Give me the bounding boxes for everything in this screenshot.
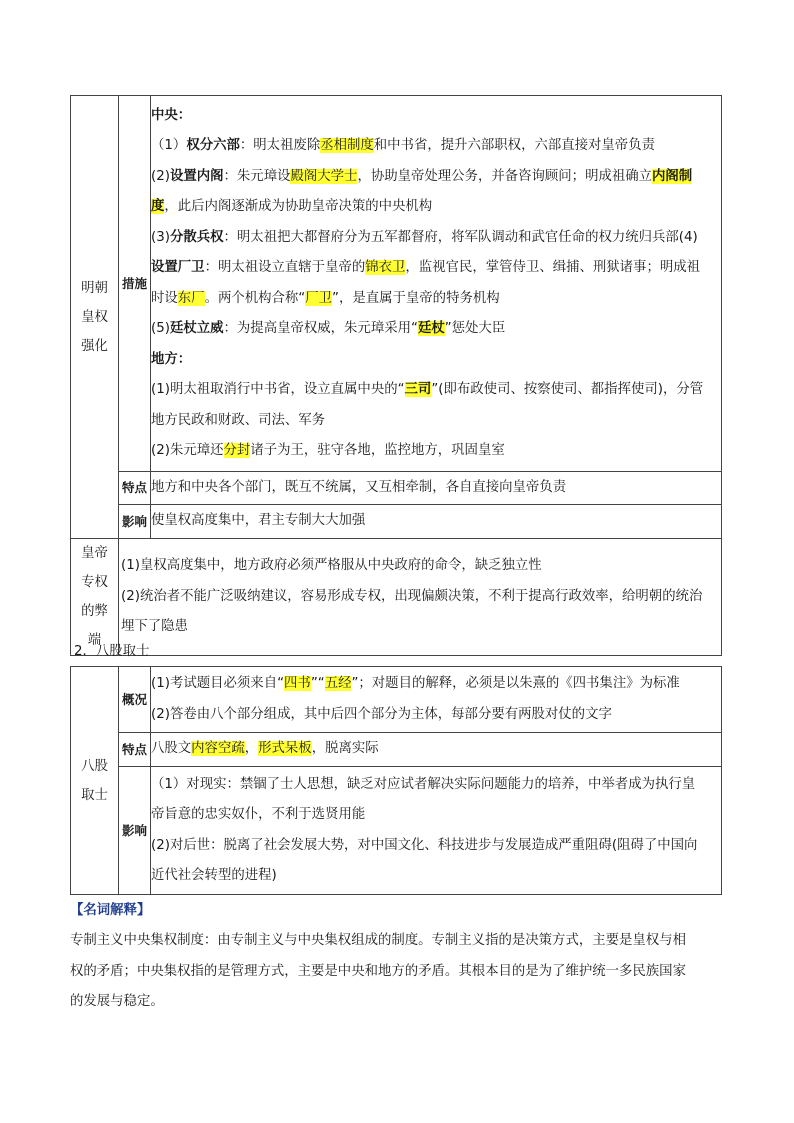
highlight-sansi: 三司 [404, 382, 432, 397]
highlight-jinyiwei: 锦衣卫 [365, 260, 406, 275]
highlight-grand-secretary: 殿阁大学士 [290, 168, 358, 184]
term-explanation [70, 900, 730, 1018]
topic2-label: 八股取士 [81, 758, 108, 803]
impact2-row [71, 767, 722, 895]
features2-label: 特点 [119, 733, 151, 767]
impact-text: 使皇权高度集中，君主专制大大加强 [151, 513, 366, 529]
drawback-line-2: (2)统治者不能广泛吸纳建议，容易形成专权，出现偏颇决策，不利于提高行政效率，给明朝的统治 [121, 588, 703, 604]
local-line-1b: 地方民政和财政、司法、军务 [151, 412, 326, 428]
overview-row [71, 667, 722, 733]
features-row [71, 472, 722, 505]
highlight-fenfeng: 分封 [223, 443, 251, 458]
highlight-dongchang: 东厂 [177, 290, 205, 306]
impact2-line-4: 近代社会转型的进程) [151, 868, 277, 883]
impact2-label: 影响 [119, 767, 151, 895]
term-heading: 【名词解释】 [70, 903, 151, 918]
term-line-2: 权的矛盾；中央集权指的是管理方式，主要是中央和地方的矛盾。其根本目的是为了维护统一多民族国家 [70, 963, 686, 979]
highlight-cabinet: 内阁制 [652, 168, 693, 184]
term-line-1: 专制主义中央集权制度：由专制主义与中央集权组成的制度。专制主义指的是决策方式，主要是皇权与相 [70, 933, 686, 948]
impact-row [71, 505, 722, 539]
measure-line-3: (3)分散兵权：明太祖把大都督府分为五军都督府，将军队调动和武官任命的权力统归兵部(4) [151, 229, 698, 245]
features2-text: 八股文内容空疏，形式呆板，脱离实际 [151, 741, 379, 757]
measure-line-2b: 度，此后内阁逐渐成为协助皇帝决策的中央机构 [151, 199, 433, 214]
drawback-line-1: (1)皇权高度集中，地方政府必须严格服从中央政府的命令，缺乏独立性 [121, 558, 542, 574]
drawbacks-row [71, 539, 722, 656]
drawbacks-content [119, 539, 722, 656]
measure-line-4b: 时设东厂。两个机构合称“厂卫”，是直属于皇帝的特务机构 [151, 290, 500, 306]
highlight-chancellor: 丞相制度 [320, 138, 374, 153]
section-2-title: 2．八股取士 [74, 644, 150, 659]
local-heading: 地方： [151, 351, 192, 367]
drawbacks-label: 皇帝专权的弊端 [81, 546, 108, 648]
highlight-wujing: 五经 [324, 676, 352, 691]
features-text: 地方和中央各个部门，既互不统属，又互相牵制，各自直接向皇帝负责 [151, 479, 567, 495]
eight-legged-table [70, 666, 722, 895]
highlight-sishu: 四书 [284, 676, 311, 691]
highlight-rigid-form: 形式呆板 [258, 741, 312, 757]
overview-label: 概况 [119, 667, 151, 733]
impact2-content [151, 767, 722, 895]
measure-line-4: 设置厂卫：明太祖设立直辖于皇帝的锦衣卫，监视官民，掌管侍卫、缉捕、刑狱诸事；明成祖 [151, 260, 701, 275]
drawback-line-3: 埋下了隐患 [121, 619, 188, 635]
measure-line-2: (2)设置内阁：朱元璋设殿阁大学士，协助皇帝处理公务，并备咨询顾问；明成祖确立内阁制 [151, 168, 693, 184]
highlight-changwei: 厂卫 [305, 290, 333, 306]
impact2-line-3: (2)对后世：脱离了社会发展大势，对中国文化、科技进步与发展造成严重阻碍(阻碍了中国向 [151, 837, 698, 853]
drawbacks-label-cell [71, 539, 119, 656]
measure-line-1: （1）权分六部：明太祖废除丞相制度和中书省，提升六部职权，六部直接对皇帝负责 [151, 138, 655, 153]
local-line-2: (2)朱元璋还分封诸子为王，驻守各地，监控地方，巩固皇室 [151, 443, 505, 458]
measures-label: 措施 [119, 96, 151, 472]
central-heading: 中央： [151, 107, 192, 123]
features2-row [71, 733, 722, 767]
overview-content [151, 667, 722, 733]
overview-line-1: (1)考试题目必须来自“四书”“五经”；对题目的解释，必须是以朱熹的《四书集注》为标准 [151, 676, 680, 691]
ming-power-table [70, 95, 722, 656]
local-line-1: (1)明太祖取消行中书省，设立直属中央的“三司”(即布政使司、按察使司、都指挥使司)，分管 [151, 382, 704, 397]
overview-line-2: (2)答卷由八个部分组成，其中后四个部分为主体，每部分要有两股对仗的文字 [151, 706, 612, 722]
measure-line-5: (5)廷杖立威：为提高皇帝权威，朱元璋采用“廷杖”惩处大臣 [151, 321, 506, 336]
impact2-line-2: 帝旨意的忠实奴仆，不利于选贤用能 [151, 807, 366, 822]
topic-label: 明朝皇权强化 [81, 280, 108, 354]
measures-content [151, 96, 722, 472]
highlight-tingzhang: 廷杖 [417, 321, 445, 336]
impact-label: 影响 [119, 505, 151, 539]
impact2-line-1: （1）对现实：禁锢了士人思想，缺乏对应试者解决实际问题能力的培养，中举者成为执行皇 [151, 776, 696, 792]
highlight-empty-content: 内容空疏 [191, 741, 245, 757]
measures-row [71, 96, 722, 472]
topic-cell [71, 96, 119, 539]
term-line-3: 的发展与稳定。 [70, 994, 164, 1009]
features-label: 特点 [119, 472, 151, 505]
topic2-cell [71, 667, 119, 895]
